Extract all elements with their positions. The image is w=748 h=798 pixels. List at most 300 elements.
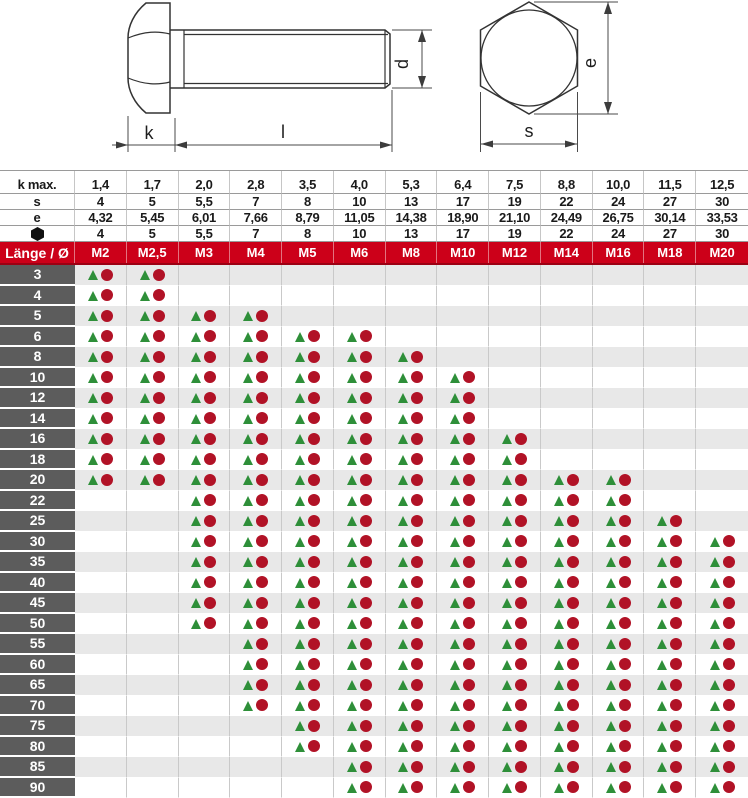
length-label: 50 (0, 614, 75, 635)
triangle-marker-icon (710, 660, 720, 670)
circle-marker-icon (411, 720, 423, 732)
length-label: 5 (0, 306, 75, 327)
availability-cell (593, 675, 645, 696)
triangle-marker-icon (88, 270, 98, 280)
triangle-marker-icon (554, 721, 564, 731)
availability-cell (334, 573, 386, 594)
triangle-marker-icon (502, 639, 512, 649)
availability-cell (282, 327, 334, 348)
dim-label-d: d (392, 58, 412, 70)
dim-label-k: k (144, 123, 154, 143)
triangle-marker-icon (710, 557, 720, 567)
availability-cell (489, 675, 541, 696)
triangle-marker-icon (554, 680, 564, 690)
availability-cell (179, 327, 231, 348)
availability-cell (179, 409, 231, 430)
triangle-marker-icon (606, 578, 616, 588)
availability-cell (75, 450, 127, 471)
triangle-marker-icon (710, 762, 720, 772)
availability-cell (179, 470, 231, 491)
availability-cell (489, 347, 541, 368)
circle-marker-icon (153, 433, 165, 445)
triangle-marker-icon (243, 311, 253, 321)
availability-cell (75, 368, 127, 389)
circle-marker-icon (463, 371, 475, 383)
availability-cell (437, 409, 489, 430)
triangle-marker-icon (243, 352, 253, 362)
circle-marker-icon (360, 494, 372, 506)
triangle-marker-icon (191, 516, 201, 526)
triangle-marker-icon (606, 475, 616, 485)
availability-cell (541, 655, 593, 676)
triangle-marker-icon (347, 680, 357, 690)
availability-cell (334, 306, 386, 327)
circle-marker-icon (101, 371, 113, 383)
availability-cell (334, 265, 386, 286)
availability-cell (386, 306, 438, 327)
bolt-side-view (128, 3, 390, 113)
circle-marker-icon (515, 781, 527, 793)
availability-cell (127, 757, 179, 778)
circle-marker-icon (411, 781, 423, 793)
triangle-marker-icon (502, 537, 512, 547)
availability-cell (541, 450, 593, 471)
spec-value: 7 (230, 194, 282, 210)
availability-cell (386, 696, 438, 717)
triangle-marker-icon (347, 783, 357, 793)
availability-cell (334, 470, 386, 491)
availability-cell (489, 614, 541, 635)
spec-value: 8,79 (282, 210, 334, 226)
triangle-marker-icon (347, 332, 357, 342)
triangle-marker-icon (450, 455, 460, 465)
triangle-marker-icon (295, 660, 305, 670)
circle-marker-icon (360, 556, 372, 568)
spec-value: 24 (593, 226, 645, 242)
spec-value: 10 (334, 194, 386, 210)
availability-cell (75, 429, 127, 450)
availability-cell (334, 368, 386, 389)
availability-cell (230, 634, 282, 655)
triangle-marker-icon (140, 332, 150, 342)
circle-marker-icon (567, 494, 579, 506)
availability-cell (489, 368, 541, 389)
triangle-marker-icon (554, 639, 564, 649)
availability-cell (230, 511, 282, 532)
availability-cell (593, 306, 645, 327)
availability-cell (386, 593, 438, 614)
availability-cell (75, 470, 127, 491)
availability-cell (127, 429, 179, 450)
circle-marker-icon (619, 761, 631, 773)
triangle-marker-icon (450, 619, 460, 629)
availability-cell (127, 491, 179, 512)
availability-cell (386, 552, 438, 573)
availability-cell (127, 511, 179, 532)
circle-marker-icon (670, 597, 682, 609)
availability-cell (437, 757, 489, 778)
length-row (0, 409, 748, 430)
availability-cell (75, 306, 127, 327)
triangle-marker-icon (657, 639, 667, 649)
circle-marker-icon (256, 617, 268, 629)
triangle-marker-icon (398, 537, 408, 547)
availability-cell (127, 675, 179, 696)
availability-cell (541, 778, 593, 798)
availability-cell (386, 470, 438, 491)
availability-cell (541, 573, 593, 594)
spec-value: 13 (386, 194, 438, 210)
circle-marker-icon (308, 679, 320, 691)
availability-cell (75, 265, 127, 286)
availability-cell (334, 409, 386, 430)
length-label: 75 (0, 716, 75, 737)
circle-marker-icon (515, 535, 527, 547)
availability-cell (696, 511, 748, 532)
circle-marker-icon (515, 576, 527, 588)
circle-marker-icon (670, 761, 682, 773)
triangle-marker-icon (398, 578, 408, 588)
circle-marker-icon (515, 740, 527, 752)
availability-cell (230, 388, 282, 409)
availability-cell (282, 675, 334, 696)
circle-marker-icon (153, 453, 165, 465)
availability-cell (696, 614, 748, 635)
spec-value: 4,32 (75, 210, 127, 226)
circle-marker-icon (515, 494, 527, 506)
technical-drawing (0, 0, 748, 170)
circle-marker-icon (308, 740, 320, 752)
availability-cell (489, 265, 541, 286)
spec-value: 17 (437, 226, 489, 242)
circle-marker-icon (308, 433, 320, 445)
availability-cell (593, 593, 645, 614)
circle-marker-icon (723, 781, 735, 793)
circle-marker-icon (463, 412, 475, 424)
spec-value: 14,38 (386, 210, 438, 226)
availability-cell (593, 265, 645, 286)
circle-marker-icon (723, 576, 735, 588)
circle-marker-icon (515, 453, 527, 465)
length-row (0, 573, 748, 594)
length-label: 18 (0, 450, 75, 471)
availability-cell (179, 265, 231, 286)
availability-cell (437, 306, 489, 327)
availability-cell (75, 757, 127, 778)
triangle-marker-icon (398, 373, 408, 383)
availability-cell (179, 532, 231, 553)
availability-cell (644, 286, 696, 307)
circle-marker-icon (567, 781, 579, 793)
availability-cell (696, 286, 748, 307)
triangle-marker-icon (398, 762, 408, 772)
triangle-marker-icon (191, 557, 201, 567)
triangle-marker-icon (140, 311, 150, 321)
availability-cell (696, 573, 748, 594)
triangle-marker-icon (554, 578, 564, 588)
circle-marker-icon (411, 453, 423, 465)
triangle-marker-icon (243, 578, 253, 588)
triangle-marker-icon (88, 332, 98, 342)
length-label: 30 (0, 532, 75, 553)
availability-cell (386, 368, 438, 389)
availability-cell (386, 737, 438, 758)
triangle-marker-icon (295, 496, 305, 506)
triangle-marker-icon (657, 783, 667, 793)
availability-cell (282, 409, 334, 430)
hex-head-top-view (481, 2, 578, 114)
circle-marker-icon (256, 699, 268, 711)
circle-marker-icon (256, 679, 268, 691)
availability-cell (386, 614, 438, 635)
triangle-marker-icon (502, 434, 512, 444)
availability-cell (593, 409, 645, 430)
triangle-marker-icon (88, 311, 98, 321)
circle-marker-icon (204, 310, 216, 322)
size-header-cell: M16 (593, 242, 645, 263)
triangle-marker-icon (657, 721, 667, 731)
circle-marker-icon (360, 330, 372, 342)
availability-cell (541, 593, 593, 614)
availability-cell (541, 634, 593, 655)
circle-marker-icon (308, 535, 320, 547)
availability-cell (282, 470, 334, 491)
circle-marker-icon (204, 597, 216, 609)
circle-marker-icon (256, 597, 268, 609)
circle-marker-icon (153, 330, 165, 342)
circle-marker-icon (567, 556, 579, 568)
circle-marker-icon (101, 289, 113, 301)
circle-marker-icon (567, 535, 579, 547)
length-label: 14 (0, 409, 75, 430)
availability-cell (696, 552, 748, 573)
triangle-marker-icon (606, 680, 616, 690)
length-label: 3 (0, 265, 75, 286)
triangle-marker-icon (347, 393, 357, 403)
triangle-marker-icon (710, 742, 720, 752)
spec-value: 8 (282, 226, 334, 242)
circle-marker-icon (204, 330, 216, 342)
availability-cell (593, 450, 645, 471)
availability-cell (75, 696, 127, 717)
availability-table (0, 265, 748, 798)
availability-cell (541, 306, 593, 327)
triangle-marker-icon (657, 578, 667, 588)
length-label: 20 (0, 470, 75, 491)
availability-cell (230, 368, 282, 389)
circle-marker-icon (360, 617, 372, 629)
triangle-marker-icon (140, 270, 150, 280)
triangle-marker-icon (710, 783, 720, 793)
availability-cell (696, 696, 748, 717)
circle-marker-icon (567, 699, 579, 711)
triangle-marker-icon (554, 537, 564, 547)
availability-cell (230, 491, 282, 512)
dim-label-l: l (281, 122, 285, 142)
availability-cell (644, 347, 696, 368)
availability-cell (696, 409, 748, 430)
availability-cell (334, 532, 386, 553)
triangle-marker-icon (398, 434, 408, 444)
spec-value: 8 (282, 194, 334, 210)
availability-cell (593, 737, 645, 758)
circle-marker-icon (101, 310, 113, 322)
circle-marker-icon (204, 494, 216, 506)
spec-row-label (0, 226, 75, 242)
circle-marker-icon (567, 720, 579, 732)
availability-cell (696, 450, 748, 471)
triangle-marker-icon (347, 742, 357, 752)
availability-cell (541, 327, 593, 348)
circle-marker-icon (619, 638, 631, 650)
spec-value: 22 (541, 226, 593, 242)
availability-cell (230, 552, 282, 573)
availability-cell (127, 737, 179, 758)
circle-marker-icon (515, 597, 527, 609)
spec-value: 5,3 (386, 171, 438, 194)
availability-cell (75, 778, 127, 798)
triangle-marker-icon (398, 598, 408, 608)
availability-cell (230, 573, 282, 594)
triangle-marker-icon (502, 496, 512, 506)
triangle-marker-icon (347, 639, 357, 649)
triangle-marker-icon (191, 598, 201, 608)
triangle-marker-icon (88, 455, 98, 465)
availability-cell (127, 347, 179, 368)
availability-cell (127, 655, 179, 676)
availability-cell (334, 347, 386, 368)
spec-value: 26,75 (593, 210, 645, 226)
triangle-marker-icon (295, 352, 305, 362)
availability-cell (386, 716, 438, 737)
availability-cell (127, 716, 179, 737)
length-row (0, 450, 748, 471)
length-label: 70 (0, 696, 75, 717)
availability-cell (696, 327, 748, 348)
availability-cell (644, 573, 696, 594)
circle-marker-icon (567, 679, 579, 691)
circle-marker-icon (411, 597, 423, 609)
availability-cell (75, 532, 127, 553)
triangle-marker-icon (398, 680, 408, 690)
circle-marker-icon (723, 740, 735, 752)
availability-cell (386, 286, 438, 307)
circle-marker-icon (204, 433, 216, 445)
length-row (0, 347, 748, 368)
circle-marker-icon (463, 617, 475, 629)
triangle-marker-icon (140, 455, 150, 465)
circle-marker-icon (567, 474, 579, 486)
triangle-marker-icon (450, 783, 460, 793)
size-header-cell: M10 (437, 242, 489, 263)
availability-cell (127, 286, 179, 307)
length-row (0, 757, 748, 778)
availability-cell (489, 470, 541, 491)
triangle-marker-icon (450, 414, 460, 424)
triangle-marker-icon (347, 578, 357, 588)
circle-marker-icon (619, 781, 631, 793)
availability-cell (282, 429, 334, 450)
availability-cell (696, 716, 748, 737)
circle-marker-icon (411, 433, 423, 445)
availability-cell (334, 450, 386, 471)
triangle-marker-icon (243, 332, 253, 342)
availability-cell (179, 450, 231, 471)
circle-marker-icon (463, 474, 475, 486)
triangle-marker-icon (606, 619, 616, 629)
availability-cell (386, 491, 438, 512)
triangle-marker-icon (554, 475, 564, 485)
circle-marker-icon (463, 494, 475, 506)
triangle-marker-icon (347, 352, 357, 362)
length-row (0, 696, 748, 717)
availability-cell (230, 265, 282, 286)
availability-cell (230, 696, 282, 717)
triangle-marker-icon (88, 434, 98, 444)
triangle-marker-icon (140, 373, 150, 383)
availability-cell (179, 614, 231, 635)
length-label: 90 (0, 778, 75, 798)
circle-marker-icon (204, 535, 216, 547)
circle-marker-icon (308, 515, 320, 527)
length-row (0, 532, 748, 553)
length-row (0, 778, 748, 798)
availability-cell (437, 511, 489, 532)
triangle-marker-icon (140, 475, 150, 485)
triangle-marker-icon (295, 475, 305, 485)
availability-cell (230, 614, 282, 635)
availability-cell (230, 716, 282, 737)
triangle-marker-icon (347, 434, 357, 444)
circle-marker-icon (308, 453, 320, 465)
length-row (0, 286, 748, 307)
circle-marker-icon (360, 658, 372, 670)
circle-marker-icon (153, 269, 165, 281)
spec-value: 22 (541, 194, 593, 210)
availability-cell (593, 470, 645, 491)
availability-cell (541, 429, 593, 450)
circle-marker-icon (619, 556, 631, 568)
size-header-cell: M12 (489, 242, 541, 263)
availability-cell (282, 450, 334, 471)
circle-marker-icon (411, 556, 423, 568)
triangle-marker-icon (450, 578, 460, 588)
triangle-marker-icon (398, 516, 408, 526)
circle-marker-icon (567, 597, 579, 609)
spec-value: 7,66 (230, 210, 282, 226)
availability-cell (489, 327, 541, 348)
length-row (0, 429, 748, 450)
dim-label-s: s (524, 121, 534, 141)
availability-cell (644, 470, 696, 491)
availability-cell (644, 306, 696, 327)
availability-cell (334, 655, 386, 676)
circle-marker-icon (463, 556, 475, 568)
circle-marker-icon (256, 453, 268, 465)
circle-marker-icon (567, 658, 579, 670)
circle-marker-icon (463, 720, 475, 732)
circle-marker-icon (619, 699, 631, 711)
triangle-marker-icon (398, 742, 408, 752)
availability-cell (541, 409, 593, 430)
circle-marker-icon (360, 576, 372, 588)
circle-marker-icon (308, 720, 320, 732)
triangle-marker-icon (295, 516, 305, 526)
availability-cell (644, 778, 696, 798)
circle-marker-icon (360, 535, 372, 547)
circle-marker-icon (308, 576, 320, 588)
triangle-marker-icon (295, 680, 305, 690)
